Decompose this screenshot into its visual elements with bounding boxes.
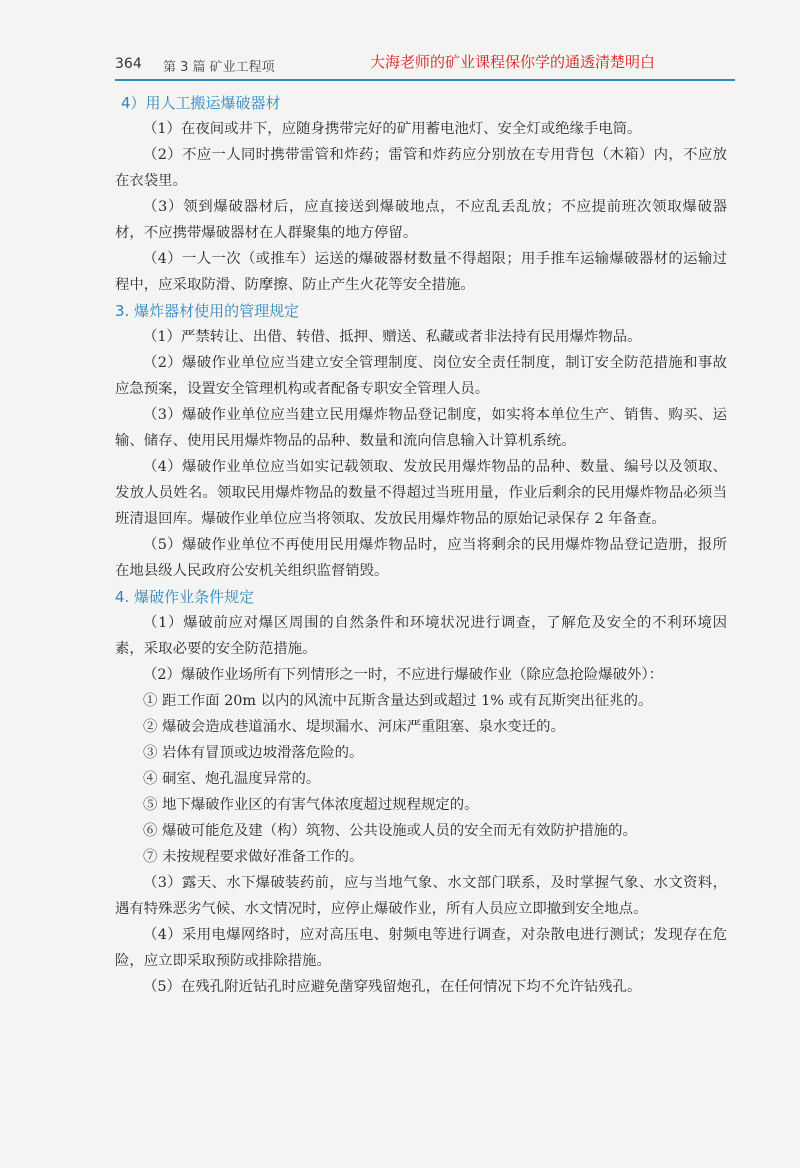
list-item: ⑦ 未按规程要求做好准备工作的。 xyxy=(143,849,364,865)
list-item: ④ 硐室、炮孔温度异常的。 xyxy=(143,771,321,787)
header-rule xyxy=(115,79,735,81)
list-item: ⑥ 爆破可能危及建（构）筑物、公共设施或人员的安全而无有效防护措施的。 xyxy=(143,823,637,839)
list-item: ② 爆破会造成巷道涌水、堤坝漏水、河床严重阻塞、泉水变迁的。 xyxy=(143,719,565,735)
paragraph: （3）露天、水下爆破装药前，应与当地气象、水文部门联系，及时掌握气象、水文资料，遇有特殊恶劣气候、水文情况时，应停止爆破作业，所有人员应立即撤到安全地点。 xyxy=(115,875,727,917)
watermark-text: 大海老师的矿业课程保你学的通透清楚明白 xyxy=(370,53,656,71)
paragraph: （3）领到爆破器材后，应直接送到爆破地点，不应乱丢乱放；不应提前班次领取爆破器材，不应携带爆破器材在人群聚集的地方停留。 xyxy=(115,199,727,241)
paragraph: （5）爆破作业单位不再使用民用爆炸物品时，应当将剩余的民用爆炸物品登记造册，报所在地县级人民政府公安机关组织监督销毁。 xyxy=(115,537,727,579)
list-item: ⑤ 地下爆破作业区的有害气体浓度超过规程规定的。 xyxy=(143,797,479,813)
section-heading: 3. 爆炸器材使用的管理规定 xyxy=(115,302,300,320)
paragraph: （1）严禁转让、出借、转借、抵押、赠送、私藏或者非法持有民用爆炸物品。 xyxy=(143,329,642,345)
section-heading: 4. 爆破作业条件规定 xyxy=(115,588,255,606)
paragraph: （5）在残孔附近钻孔时应避免凿穿残留炮孔，在任何情况下均不允许钻残孔。 xyxy=(143,979,642,995)
paragraph: （4）采用电爆网络时，应对高压电、射频电等进行调查，对杂散电进行测试；发现存在危险，应立即采取预防或排除措施。 xyxy=(115,927,727,969)
paragraph: （2）不应一人同时携带雷管和炸药；雷管和炸药应分别放在专用背包（木箱）内，不应放在衣袋里。 xyxy=(115,147,727,189)
page-header xyxy=(115,50,735,78)
paragraph: （4）爆破作业单位应当如实记载领取、发放民用爆炸物品的品种、数量、编号以及领取、发放人员姓名。领取民用爆炸物品的数量不得超过当班用量，作业后剩余的民用爆炸物品必须当班清退回库。爆破作业单位应当将领取、发放民用爆炸物品的原始记录保存 2 年备查。 xyxy=(115,459,727,527)
paragraph: （2）爆破作业场所有下列情形之一时，不应进行爆破作业（除应急抢险爆破外）： xyxy=(143,667,664,683)
page-body xyxy=(115,90,727,1000)
paragraph: （1）爆破前应对爆区周围的自然条件和环境状况进行调查，了解危及安全的不利环境因素，采取必要的安全防范措施。 xyxy=(115,615,727,657)
section-title: 第 3 篇 矿业工程项 xyxy=(163,60,275,75)
paragraph: （3）爆破作业单位应当建立民用爆炸物品登记制度，如实将本单位生产、销售、购买、运输、储存、使用民用爆炸物品的品种、数量和流向信息输入计算机系统。 xyxy=(115,407,727,449)
list-item: ① 距工作面 20m 以内的风流中瓦斯含量达到或超过 1% 或有瓦斯突出征兆的。 xyxy=(143,693,653,709)
page-number: 364 xyxy=(115,56,142,72)
paragraph: （1）在夜间或井下，应随身携带完好的矿用蓄电池灯、安全灯或绝缘手电筒。 xyxy=(143,121,642,137)
paragraph: （4）一人一次（或推车）运送的爆破器材数量不得超限；用手推车运输爆破器材的运输过程中，应采取防滑、防摩擦、防止产生火花等安全措施。 xyxy=(115,251,727,293)
paragraph: （2）爆破作业单位应当建立安全管理制度、岗位安全责任制度，制订安全防范措施和事故应急预案，设置安全管理机构或者配备专职安全管理人员。 xyxy=(115,355,727,397)
list-item: ③ 岩体有冒顶或边坡滑落危险的。 xyxy=(143,745,364,761)
subsection-heading: 4）用人工搬运爆破器材 xyxy=(121,94,281,112)
